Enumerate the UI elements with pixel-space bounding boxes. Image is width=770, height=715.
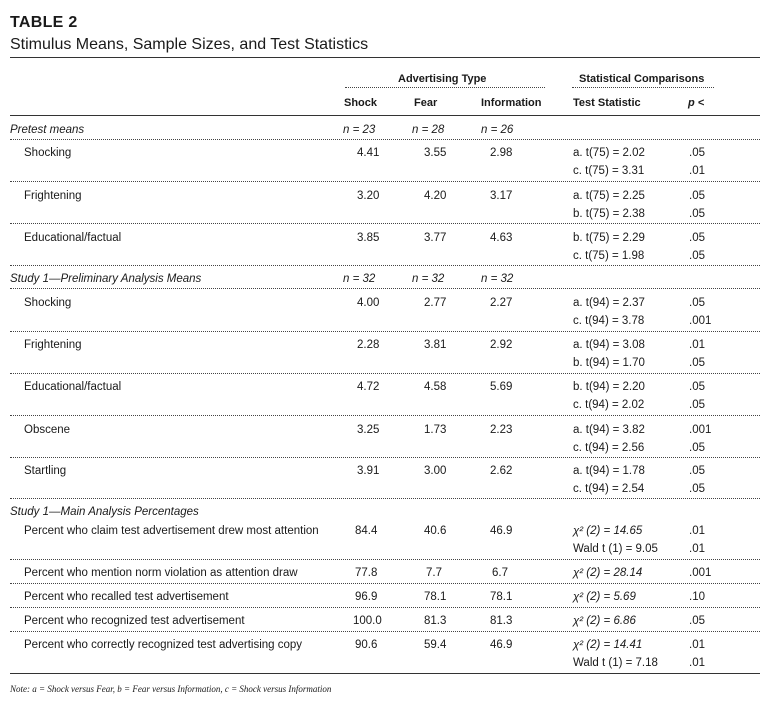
p-value: .05	[689, 399, 705, 411]
test-statistic: χ² (2) = 5.69	[573, 591, 636, 603]
col-header-test-statistic: Test Statistic	[573, 97, 641, 109]
p-value: .05	[689, 615, 705, 627]
value-fear: 3.81	[424, 339, 447, 351]
row-label: Percent who mention norm violation as attention draw	[24, 567, 298, 579]
row-divider	[10, 607, 760, 608]
row-divider	[10, 288, 760, 289]
test-statistic: a. t(75) = 2.02	[573, 147, 645, 159]
value-information: 2.23	[490, 424, 513, 436]
row-divider	[10, 415, 760, 416]
row-divider	[10, 583, 760, 584]
value-fear: 3.55	[424, 147, 447, 159]
section-title: Pretest means	[10, 124, 85, 136]
col-header-fear: Fear	[414, 97, 438, 109]
p-value: .01	[689, 165, 705, 177]
value-shock: 100.0	[353, 615, 382, 627]
p-value: .01	[689, 543, 705, 555]
value-fear: 4.58	[424, 381, 447, 393]
row-divider	[10, 631, 760, 632]
table-label: TABLE 2	[10, 14, 78, 31]
value-fear: 3.00	[424, 465, 447, 477]
test-statistic: c. t(94) = 2.02	[573, 399, 645, 411]
p-value: .01	[689, 639, 705, 651]
value-shock: 2.28	[357, 339, 380, 351]
p-value: .001	[689, 315, 712, 327]
sample-size-shock: n = 32	[343, 273, 376, 285]
test-statistic: χ² (2) = 14.41	[573, 639, 643, 651]
p-value: .05	[689, 297, 705, 309]
value-shock: 90.6	[355, 639, 378, 651]
test-statistic: a. t(94) = 3.82	[573, 424, 645, 436]
p-value: .05	[689, 483, 705, 495]
col-header-p: p <	[688, 97, 705, 109]
row-label: Frightening	[24, 339, 82, 351]
value-shock: 3.20	[357, 190, 380, 202]
value-shock: 84.4	[355, 525, 378, 537]
p-value: .001	[689, 567, 712, 579]
value-information: 6.7	[492, 567, 508, 579]
sample-size-information: n = 26	[481, 124, 514, 136]
test-statistic: χ² (2) = 28.14	[573, 567, 643, 579]
row-divider	[10, 223, 760, 224]
p-value: .05	[689, 465, 705, 477]
value-information: 2.27	[490, 297, 513, 309]
value-fear: 59.4	[424, 639, 447, 651]
row-label: Percent who recalled test advertisement	[24, 591, 229, 603]
test-statistic: χ² (2) = 14.65	[573, 525, 643, 537]
sample-size-fear: n = 28	[412, 124, 445, 136]
row-divider	[10, 265, 760, 266]
section-title: Study 1—Preliminary Analysis Means	[10, 273, 202, 285]
value-shock: 4.00	[357, 297, 380, 309]
row-divider	[10, 139, 760, 140]
value-information: 46.9	[490, 639, 513, 651]
row-label: Shocking	[24, 297, 72, 309]
p-value: .05	[689, 357, 705, 369]
sample-size-information: n = 32	[481, 273, 514, 285]
row-divider	[10, 373, 760, 374]
test-statistic: a. t(75) = 2.25	[573, 190, 645, 202]
value-shock: 77.8	[355, 567, 378, 579]
row-label: Percent who correctly recognized test advertising copy	[24, 639, 303, 651]
sample-size-shock: n = 23	[343, 124, 376, 136]
p-value: .05	[689, 147, 705, 159]
row-divider	[10, 181, 760, 182]
p-value: .05	[689, 381, 705, 393]
p-value: .001	[689, 424, 712, 436]
value-fear: 78.1	[424, 591, 447, 603]
value-fear: 81.3	[424, 615, 447, 627]
test-statistic: c. t(94) = 2.54	[573, 483, 645, 495]
row-label: Frightening	[24, 190, 82, 202]
advertising-type-header: Advertising Type	[398, 73, 487, 85]
test-statistic: b. t(94) = 1.70	[573, 357, 645, 369]
col-header-information: Information	[481, 97, 542, 109]
table-bottom-rule	[10, 673, 760, 674]
row-label: Percent who claim test advertisement drew most attention	[24, 525, 319, 537]
value-information: 3.17	[490, 190, 513, 202]
table-note: Note: a = Shock versus Fear, b = Fear versus Information, c = Shock versus Information	[10, 684, 332, 694]
p-value: .01	[689, 339, 705, 351]
section-title: Study 1—Main Analysis Percentages	[10, 506, 199, 518]
value-shock: 96.9	[355, 591, 378, 603]
p-value: .01	[689, 525, 705, 537]
p-value: .10	[689, 591, 705, 603]
statistical-comparisons-header: Statistical Comparisons	[579, 73, 705, 85]
test-statistic: a. t(94) = 1.78	[573, 465, 645, 477]
p-value: .05	[689, 208, 705, 220]
value-information: 78.1	[490, 591, 513, 603]
row-divider	[10, 498, 760, 499]
test-statistic: χ² (2) = 6.86	[573, 615, 636, 627]
value-information: 5.69	[490, 381, 513, 393]
row-label: Educational/factual	[24, 381, 122, 393]
value-information: 2.98	[490, 147, 513, 159]
col-header-shock: Shock	[344, 97, 378, 109]
value-shock: 4.41	[357, 147, 380, 159]
value-fear: 2.77	[424, 297, 447, 309]
value-shock: 4.72	[357, 381, 380, 393]
advertising-type-rule	[345, 87, 545, 88]
value-fear: 40.6	[424, 525, 447, 537]
statistical-comparisons-rule	[572, 87, 714, 88]
test-statistic: c. t(75) = 1.98	[573, 250, 645, 262]
value-shock: 3.91	[357, 465, 380, 477]
row-label: Educational/factual	[24, 232, 122, 244]
value-information: 46.9	[490, 525, 513, 537]
sample-size-fear: n = 32	[412, 273, 445, 285]
row-label: Obscene	[24, 424, 71, 436]
test-statistic: c. t(94) = 3.78	[573, 315, 645, 327]
p-value: .01	[689, 657, 705, 669]
p-value: .05	[689, 442, 705, 454]
caption-rule	[10, 57, 760, 58]
p-value: .05	[689, 250, 705, 262]
row-label: Percent who recognized test advertisement	[24, 615, 245, 627]
p-value: .05	[689, 232, 705, 244]
row-label: Startling	[24, 465, 67, 477]
test-statistic: b. t(75) = 2.38	[573, 208, 645, 220]
test-statistic: Wald t (1) = 7.18	[573, 657, 658, 669]
value-fear: 7.7	[426, 567, 442, 579]
value-information: 4.63	[490, 232, 513, 244]
value-fear: 4.20	[424, 190, 447, 202]
row-divider	[10, 331, 760, 332]
p-value: .05	[689, 190, 705, 202]
test-statistic: a. t(94) = 3.08	[573, 339, 645, 351]
test-statistic: c. t(94) = 2.56	[573, 442, 645, 454]
test-statistic: b. t(94) = 2.20	[573, 381, 645, 393]
row-divider	[10, 559, 760, 560]
test-statistic: b. t(75) = 2.29	[573, 232, 645, 244]
value-shock: 3.85	[357, 232, 380, 244]
test-statistic: a. t(94) = 2.37	[573, 297, 645, 309]
value-information: 2.92	[490, 339, 513, 351]
header-rule	[10, 115, 760, 116]
test-statistic: Wald t (1) = 9.05	[573, 543, 658, 555]
test-statistic: c. t(75) = 3.31	[573, 165, 645, 177]
value-fear: 1.73	[424, 424, 447, 436]
value-information: 81.3	[490, 615, 513, 627]
value-fear: 3.77	[424, 232, 447, 244]
row-label: Shocking	[24, 147, 72, 159]
value-shock: 3.25	[357, 424, 380, 436]
value-information: 2.62	[490, 465, 513, 477]
row-divider	[10, 457, 760, 458]
table-caption: Stimulus Means, Sample Sizes, and Test Statistics	[10, 36, 369, 53]
